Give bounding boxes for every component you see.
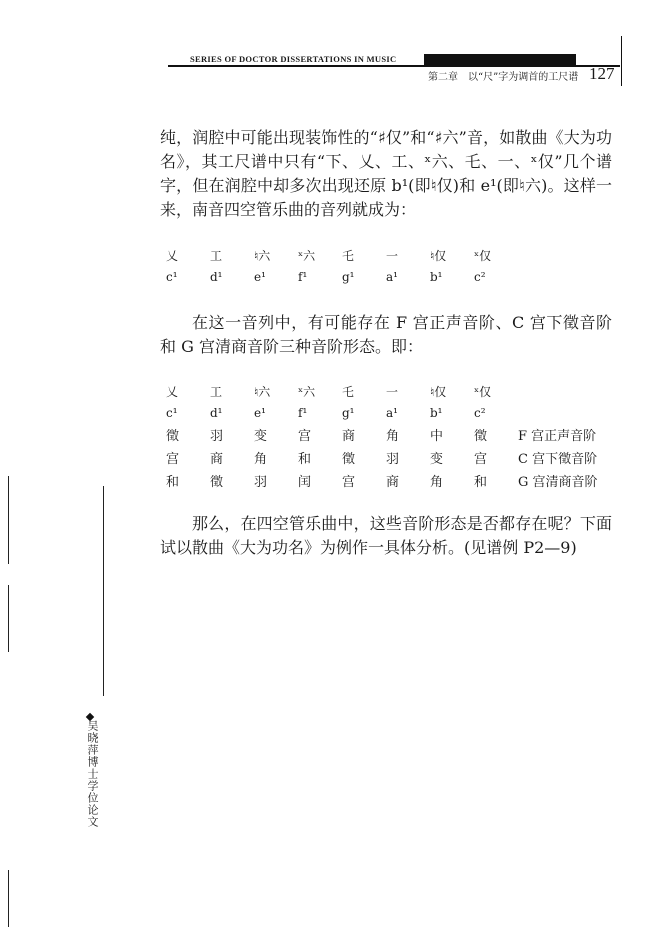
symbol-row	[166, 245, 518, 266]
note-cell: c¹	[166, 269, 178, 284]
degree-cell: 徵	[166, 429, 180, 444]
degree-cell: 宫	[298, 429, 312, 444]
margin-line	[103, 486, 104, 696]
note-cell: b¹	[430, 269, 443, 284]
degree-cell: 角	[430, 475, 444, 490]
paragraph-1: 纯，润腔中可能出现装饰性的“♯仅”和“♯六”音，如散曲《大为功名》，其工尺谱中只有“下、乂、工、ˣ六、乇、一、ˣ仅”几个谱字，但在润腔中却多次出现还原 b¹(即♮仅)和 e¹(即♮六)。这样一来，南音四空管乐曲的音列就成为：	[160, 128, 612, 219]
symbol-cell: ♮仅	[430, 385, 447, 399]
note-cell: f¹	[298, 405, 308, 420]
degree-cell: 徵	[342, 452, 356, 467]
symbol-cell: ˣ六	[298, 249, 316, 263]
degree-cell: 宫	[166, 452, 180, 467]
page-number: 127	[589, 64, 615, 83]
series-title: SERIES OF DOCTOR DISSERTATIONS IN MUSIC	[190, 54, 397, 64]
degree-cell: 羽	[254, 475, 268, 490]
label-cell	[518, 402, 628, 423]
degree-cell: 和	[166, 475, 180, 490]
symbol-cell: 乂	[166, 249, 179, 263]
degree-cell: 商	[342, 429, 356, 444]
degree-cell: 商	[210, 452, 224, 467]
symbol-cell: 乇	[342, 385, 355, 399]
symbol-cell: 工	[210, 385, 223, 399]
degree-cell: 宫	[474, 452, 488, 467]
scale-label: F 宫正声音阶	[518, 429, 597, 444]
note-cell: g¹	[342, 405, 355, 420]
symbol-row	[166, 381, 628, 402]
symbol-cell: ˣ六	[298, 385, 316, 399]
paragraph-3: 那么，在四空管乐曲中，这些音阶形态是否都存在呢？下面试以散曲《大为功名》为例作一具体分析。(见谱例 P2—9)	[160, 514, 612, 557]
degree-cell: 商	[386, 475, 400, 490]
note-cell: a¹	[386, 269, 398, 284]
symbol-cell: ♮仅	[430, 249, 447, 263]
degree-cell: 变	[430, 452, 444, 467]
degree-cell: 变	[254, 429, 268, 444]
note-cell: f¹	[298, 269, 308, 284]
symbol-cell: 一	[386, 385, 399, 399]
symbol-cell: ˣ仅	[474, 385, 492, 399]
symbol-cell: ♮六	[254, 385, 271, 399]
degree-cell: 和	[298, 452, 312, 467]
symbol-cell: 一	[386, 249, 399, 263]
author-thesis-label: 吴晓萍博士学位论文	[86, 720, 99, 828]
scale-table-2	[166, 381, 628, 492]
header-divider	[621, 36, 622, 86]
symbol-cell: ˣ仅	[474, 249, 492, 263]
paragraph-2: 在这一音列中，有可能存在 F 宫正声音阶、C 宫下徵音阶和 G 宫清商音阶三种音阶形态。即：	[160, 313, 612, 356]
scale-table-1	[166, 245, 518, 287]
note-cell: a¹	[386, 405, 398, 420]
degree-cell: 徵	[474, 429, 488, 444]
degree-cell: 角	[386, 429, 400, 444]
scale-label: C 宫下徵音阶	[518, 452, 598, 467]
margin-line	[8, 585, 9, 652]
note-cell: e¹	[254, 405, 266, 420]
note-row	[166, 266, 518, 287]
label-cell	[518, 381, 628, 402]
degree-cell: 徵	[210, 475, 224, 490]
symbol-cell: 乂	[166, 385, 179, 399]
note-cell: e¹	[254, 269, 266, 284]
scale-row-f	[166, 423, 628, 446]
note-cell: g¹	[342, 269, 355, 284]
note-cell: d¹	[210, 405, 223, 420]
symbol-cell: 乇	[342, 249, 355, 263]
degree-cell: 闰	[298, 475, 312, 490]
note-cell: b¹	[430, 405, 443, 420]
degree-cell: 羽	[386, 452, 400, 467]
degree-cell: 羽	[210, 429, 224, 444]
note-cell: d¹	[210, 269, 223, 284]
symbol-cell: ♮六	[254, 249, 271, 263]
symbol-cell: 工	[210, 249, 223, 263]
margin-line	[8, 476, 9, 564]
margin-line	[8, 870, 9, 927]
degree-cell: 中	[430, 429, 444, 444]
degree-cell: 角	[254, 452, 268, 467]
note-cell: c²	[474, 269, 486, 284]
note-cell: c²	[474, 405, 486, 420]
degree-cell: 宫	[342, 475, 356, 490]
note-cell: c¹	[166, 405, 178, 420]
scale-label: G 宫清商音阶	[518, 475, 598, 490]
header-bar	[424, 54, 576, 65]
scale-row-g	[166, 469, 628, 492]
chapter-title: 第二章 以“尺”字为调首的工尺谱	[428, 72, 579, 83]
degree-cell: 和	[474, 475, 488, 490]
note-row	[166, 402, 628, 423]
header-rule	[168, 65, 620, 67]
scale-row-c	[166, 446, 628, 469]
